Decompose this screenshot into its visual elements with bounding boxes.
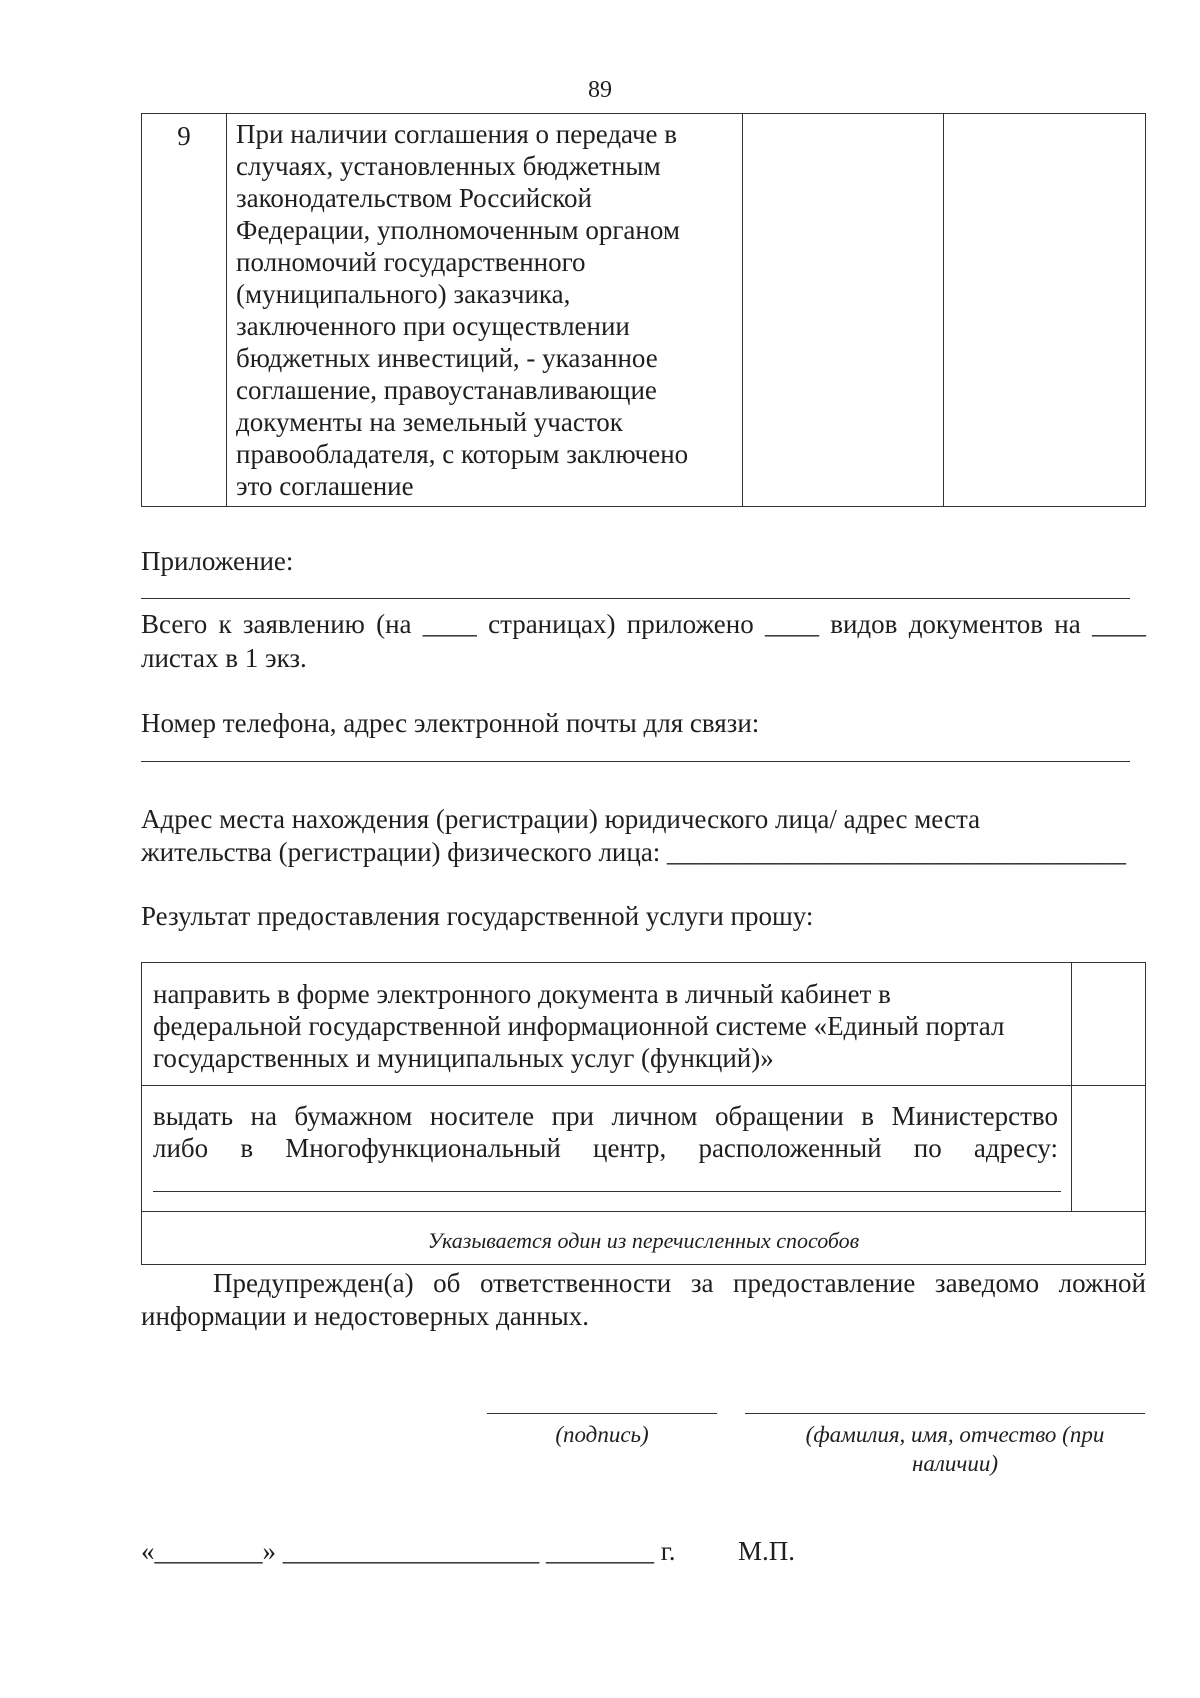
- option-paper-line-2: либо в Многофункциональный центр, расположенный по адресу:: [153, 1133, 1058, 1163]
- address-label: Адрес места нахождения (регистрации) юридического лица/ адрес места: [141, 804, 981, 834]
- documents-table-row-9: [141, 113, 1146, 507]
- name-line[interactable]: [745, 1413, 1145, 1414]
- contact-label: Номер телефона, адрес электронной почты для связи:: [141, 708, 760, 738]
- signature-line[interactable]: [487, 1413, 717, 1414]
- warning-text: Предупрежден(а) об ответственности за предоставление заведомо ложной: [213, 1268, 1146, 1298]
- option-paper-line-1: выдать на бумажном носителе при личном обращении в Министерство: [153, 1101, 1058, 1131]
- date-line: «________» ___________________ ________ г.: [141, 1536, 676, 1566]
- warning-text-2: информации и недостоверных данных.: [141, 1301, 590, 1331]
- option-electronic-checkbox[interactable]: [1075, 965, 1143, 1083]
- table-divider: [226, 114, 227, 506]
- attachment-blank-line[interactable]: [141, 598, 1130, 599]
- address-label-2: жительства (регистрации) физического лица: __________________________________: [141, 837, 1127, 867]
- result-options-table: [141, 962, 1146, 1265]
- contact-blank-line[interactable]: [141, 761, 1130, 762]
- stamp-label: М.П.: [738, 1536, 796, 1566]
- table-divider: [142, 1085, 1145, 1086]
- total-documents-line-2: листах в 1 экз.: [141, 643, 307, 673]
- row-description: При наличии соглашения о передаче в случаях, установленных бюджетным законодательством Российской Федерации, уполномоченным органом полномочий государственного (муниципального) заказчика, заключенного при осуществлении бюджетных инвестиций, - указанное соглашение, правоустанавливающие документы на земельный участок правообладателя, с которым заключено это соглашение: [236, 119, 689, 501]
- table-divider: [943, 114, 944, 506]
- row-number: 9: [177, 121, 191, 151]
- result-label: Результат предоставления государственной услуги прошу:: [141, 901, 814, 931]
- result-options-note: Указывается один из перечисленных способов: [427, 1228, 860, 1253]
- result-option-electronic: направить в форме электронного документа в личный кабинет в федеральной государственной информационной системе «Единый портал государственных и муниципальных услуг (функций)»: [153, 979, 1005, 1073]
- total-documents-line: Всего к заявлению (на ____ страницах) приложено ____ видов документов на ____: [141, 609, 1146, 639]
- result-option-paper: [153, 1100, 1058, 1164]
- name-caption: (фамилия, имя, отчество (при наличии): [805, 1422, 1105, 1476]
- table-divider: [142, 1211, 1145, 1212]
- signature-caption: (подпись): [555, 1422, 649, 1447]
- page-number: 89: [588, 77, 612, 103]
- attachment-label: Приложение:: [141, 546, 294, 576]
- option-paper-checkbox[interactable]: [1075, 1089, 1143, 1207]
- table-divider: [1071, 963, 1072, 1211]
- paper-address-blank-line[interactable]: [153, 1191, 1061, 1192]
